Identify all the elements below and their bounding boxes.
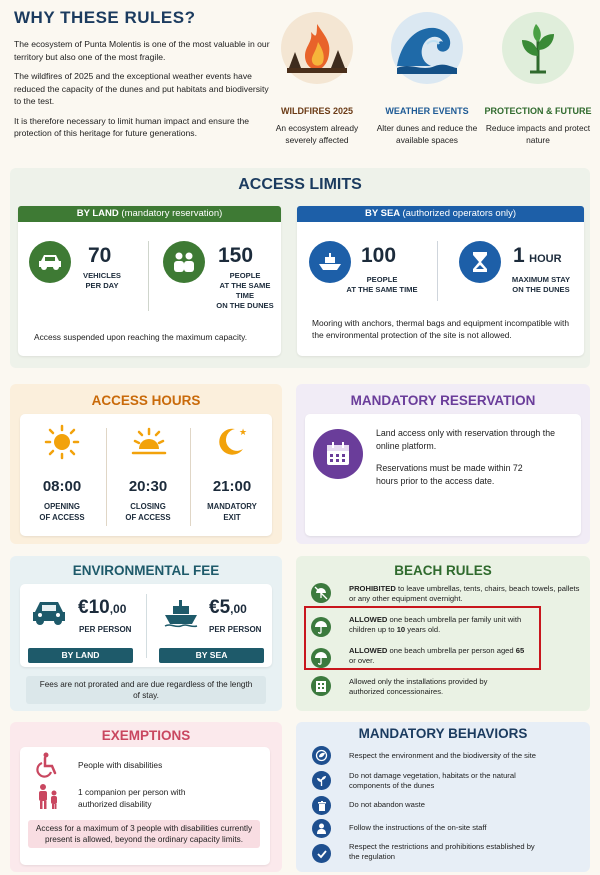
- by-sea-label: BY SEA: [364, 208, 400, 219]
- rule-keyword: PROHIBITED: [349, 584, 396, 593]
- exit-label-line: MANDATORY: [207, 502, 257, 511]
- sea-people-label-line: PEOPLE: [366, 275, 398, 284]
- exemption-companion: 1 companion per person with authorized disability: [78, 787, 186, 809]
- stay-label-line: ON THE DUNES: [512, 285, 570, 294]
- fee-note: Fees are not prorated and are due regardless of the length of stay.: [26, 676, 266, 704]
- fee-title: ENVIRONMENTAL FEE: [72, 563, 220, 578]
- opening-label-line: OF ACCESS: [39, 512, 85, 522]
- sun-icon: [43, 423, 81, 466]
- access-hours-title: ACCESS HOURS: [91, 393, 201, 408]
- opening-time: 08:00: [42, 478, 82, 495]
- rule-text: one beach umbrella per family unit with children up to: [349, 615, 522, 634]
- sea-people-number: 100: [361, 244, 397, 267]
- access-limits-title: ACCESS LIMITS: [238, 176, 362, 193]
- divider: [146, 594, 147, 658]
- rule-age: 10: [396, 625, 406, 634]
- sea-fee-amount: [209, 597, 247, 619]
- behaviors-title: MANDATORY BEHAVIORS: [358, 726, 528, 741]
- wildfires-sub: An ecosystem already severely affected: [275, 123, 359, 145]
- exemptions-note: Access for a maximum of 3 people with disabilities currently present is allowed, beyond the ordinary capacity limits.: [28, 820, 260, 848]
- sea-fee-per: PER PERSON: [209, 625, 262, 634]
- divider: [106, 428, 107, 526]
- by-land-pill: BY LAND: [28, 648, 133, 663]
- sea-mooring-note: Mooring with anchors, thermal bags and equipment incompatible with the environmental protection of the site is not allowed.: [312, 318, 569, 340]
- sunset-icon: [130, 425, 168, 464]
- prohibited-umbrella-icon: [311, 583, 331, 603]
- stay-label: [505, 275, 577, 295]
- people-label-line: PEOPLE: [229, 271, 261, 280]
- people-number: 150: [218, 244, 254, 267]
- land-capacity-note: Access suspended upon reaching the maximum capacity.: [34, 332, 248, 342]
- exemption-disabilities: People with disabilities: [78, 760, 163, 770]
- rule-text: years old.: [405, 625, 441, 634]
- protection-sub: Reduce impacts and protect nature: [485, 123, 591, 145]
- vehicles-label-line: VEHICLES: [83, 271, 121, 280]
- stay-value: [513, 244, 562, 268]
- by-sea-pill: BY SEA: [159, 648, 264, 663]
- wildfires-label: WILDFIRES 2025: [280, 106, 354, 116]
- people-label-line: AT THE SAME TIME: [219, 281, 271, 300]
- intro-paragraph: The ecosystem of Punta Molentis is one of the most valuable in our territory but also one of the most fragile.: [14, 39, 270, 62]
- reservation-title: MANDATORY RESERVATION: [350, 393, 536, 408]
- svg-text:★: ★: [239, 428, 248, 438]
- intro-paragraph: The wildfires of 2025 and the exceptional weather events have reduced the capacity of the dunes and put habitats and biodiversity to the test.: [14, 71, 269, 106]
- by-sea-note: (authorized operators only): [402, 208, 517, 219]
- exemptions-title: EXEMPTIONS: [101, 728, 191, 743]
- closing-label: [108, 502, 188, 523]
- exit-label-line: EXIT: [223, 512, 241, 522]
- rule-keyword: ALLOWED: [349, 646, 388, 655]
- hourglass-icon: [459, 241, 501, 283]
- calendar-icon: [313, 429, 363, 479]
- trash-icon: [312, 796, 331, 815]
- globe-leaf-icon: [312, 746, 331, 765]
- wildfire-icon: [281, 12, 353, 84]
- behavior-item: Follow the instructions of the on-site staff: [349, 823, 487, 832]
- weather-sub: Alter dunes and reduce the available spaces: [376, 123, 478, 145]
- car-icon: [29, 241, 71, 283]
- vehicles-label: [82, 271, 122, 291]
- beach-rules-title: BEACH RULES: [394, 563, 492, 578]
- boat-icon: [163, 598, 199, 633]
- wheelchair-icon: [34, 752, 60, 783]
- check-icon: [312, 844, 331, 863]
- behavior-item: Do not abandon waste: [349, 800, 425, 809]
- vehicles-number: 70: [88, 244, 112, 267]
- vehicles-label-line: PER DAY: [85, 281, 119, 290]
- divider: [437, 241, 438, 301]
- land-fee-amount: [78, 597, 126, 619]
- rule-prohibited: [349, 584, 587, 604]
- exit-label: [192, 502, 272, 523]
- by-land-note: (mandatory reservation): [121, 208, 223, 219]
- closing-label-line: CLOSING: [130, 502, 166, 511]
- weather-label: WEATHER EVENTS: [385, 106, 469, 116]
- stay-number: 1: [513, 244, 525, 267]
- opening-label-line: OPENING: [44, 502, 80, 511]
- opening-label: [22, 502, 102, 523]
- closing-time: 20:30: [128, 478, 168, 495]
- rule-installations: Allowed only the installations provided by authorized concessionaires.: [349, 677, 488, 696]
- rule-age: 65: [515, 646, 525, 655]
- intro-text: [14, 38, 270, 147]
- intro-paragraph: It is therefore necessary to limit human impact and ensure the protection of this heritage for future generations.: [14, 115, 250, 138]
- land-fee-cents: ,00: [109, 602, 127, 616]
- staff-icon: [312, 819, 331, 838]
- by-sea-band: [297, 206, 584, 222]
- plant-icon: [502, 12, 574, 84]
- exit-time: 21:00: [212, 478, 252, 495]
- moon-icon: [215, 423, 249, 464]
- highlight-box: [304, 606, 541, 670]
- divider: [190, 428, 191, 526]
- land-fee-main: €10: [78, 597, 110, 618]
- stay-unit: HOUR: [529, 253, 562, 265]
- protection-label: PROTECTION & FUTURE: [484, 106, 592, 116]
- page-title: WHY THESE RULES?: [14, 8, 196, 27]
- by-land-band: [18, 206, 281, 222]
- rule-text: or over.: [349, 656, 375, 665]
- rule-text: one beach umbrella per person aged: [387, 646, 516, 655]
- people-label-line: ON THE DUNES: [216, 301, 274, 310]
- reservation-text-2: Reservations must be made within 72 hours prior to the access date.: [376, 463, 523, 486]
- rule-keyword: ALLOWED: [349, 615, 388, 624]
- companion-icon: [34, 783, 62, 816]
- rule-text: to leave umbrellas, tents, chairs, beach towels, pallets or any other equipment overnight.: [349, 584, 580, 603]
- by-land-label: BY LAND: [76, 208, 119, 219]
- building-icon: [311, 676, 331, 696]
- sea-fee-main: €5: [209, 597, 231, 618]
- wave-icon: [391, 12, 463, 84]
- people-label: [211, 271, 279, 311]
- land-fee-per: PER PERSON: [79, 625, 132, 634]
- sea-people-label-line: AT THE SAME TIME: [346, 285, 418, 294]
- sea-people-label: [342, 275, 422, 295]
- behavior-item: Respect the restrictions and prohibitions established by the regulation: [349, 842, 535, 861]
- behavior-item: Do not damage vegetation, habitats or the natural components of the dunes: [349, 771, 516, 790]
- sea-fee-cents: ,00: [230, 602, 247, 616]
- plant-icon: [312, 771, 331, 790]
- reservation-text-1: Land access only with reservation through the online platform.: [376, 428, 555, 451]
- closing-label-line: OF ACCESS: [125, 512, 171, 522]
- stay-label-line: MAXIMUM STAY: [511, 275, 571, 284]
- car-icon: [31, 598, 67, 633]
- divider: [148, 241, 149, 311]
- people-icon: [163, 241, 205, 283]
- behavior-item: Respect the environment and the biodiversity of the site: [349, 751, 536, 760]
